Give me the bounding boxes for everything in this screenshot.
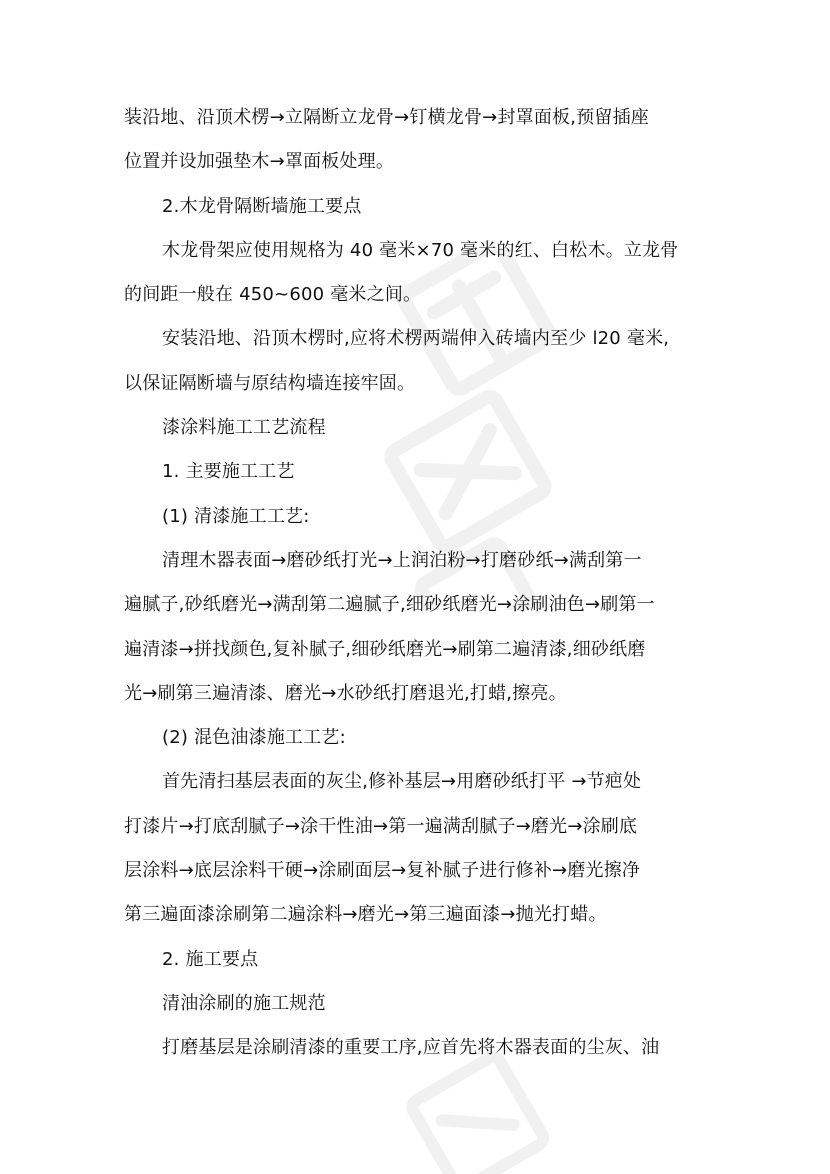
text-line: 2. 施工要点 — [162, 948, 259, 970]
text-line: 木龙骨架应使用规格为 40 毫米×70 毫米的红、白松木。立龙骨 — [162, 239, 679, 261]
document-body — [124, 96, 714, 1071]
text-line: 遍腻子,砂纸磨光→满刮第二遍腻子,细砂纸磨光→涂刷油色→刷第一 — [124, 594, 655, 616]
text-line: 光→刷第三遍清漆、磨光→水砂纸打磨退光,打蜡,擦亮。 — [124, 682, 567, 704]
text-line: 遍清漆→拼找颜色,复补腻子,细砂纸磨光→刷第二遍清漆,细砂纸磨 — [124, 638, 646, 660]
text-line: 2.木龙骨隔断墙施工要点 — [162, 195, 362, 217]
text-line: 以保证隔断墙与原结构墙连接牢固。 — [124, 372, 416, 394]
text-line: (2) 混色油漆施工工艺: — [162, 727, 346, 749]
text-line: 层涂料→底层涂料干硬→涂刷面层→复补腻子进行修补→磨光擦净 — [124, 860, 641, 882]
text-line: 清理木器表面→磨砂纸打光→上润泊粉→打磨砂纸→满刮第一 — [162, 549, 642, 571]
text-line: (1) 清漆施工工艺: — [162, 505, 310, 527]
text-line: 安装沿地、沿顶木楞时,应将术楞两端伸入砖墙内至少 l20 毫米, — [162, 328, 670, 350]
text-line: 1. 主要施工工艺 — [162, 461, 295, 483]
text-line: 的间距一般在 450~600 毫米之间。 — [124, 284, 422, 306]
text-line: 漆涂料施工工艺流程 — [162, 417, 326, 439]
text-line: 打漆片→打底刮腻子→涂干性油→第一遍满刮腻子→磨光→涂刷底 — [124, 815, 638, 837]
text-line: 首先清扫基层表面的灰尘,修补基层→用磨砂纸打平 →节疤处 — [162, 771, 642, 793]
text-line: 打磨基层是涂刷清漆的重要工序,应首先将木器表面的尘灰、油 — [162, 1037, 660, 1059]
text-line: 位置并设加强垫木→罩面板处理。 — [124, 151, 395, 173]
text-line: 装沿地、沿顶术楞→立隔断立龙骨→钉横龙骨→封罩面板,预留插座 — [124, 107, 649, 128]
text-line: 第三遍面漆涂刷第二遍涂料→磨光→第三遍面漆→抛光打蜡。 — [124, 904, 607, 926]
text-line: 清油涂刷的施工规范 — [162, 992, 326, 1014]
